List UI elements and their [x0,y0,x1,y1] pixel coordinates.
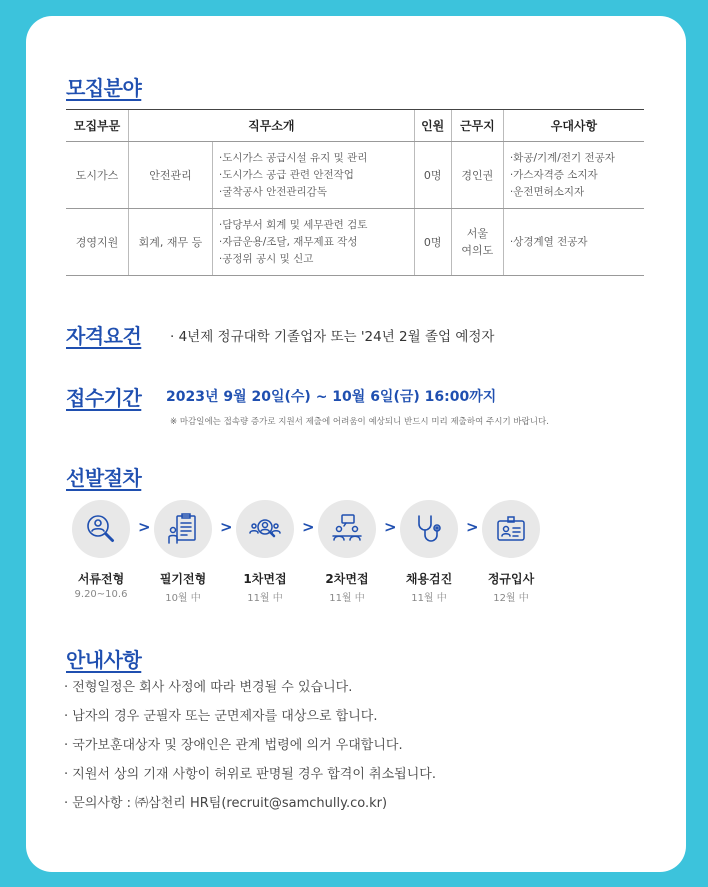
step-name: 채용검진 [405,572,453,586]
step-name: 서류전형 [77,572,125,586]
qualification-text: · 4년제 정규대학 기졸업자 또는 '24년 2월 졸업 예정자 [170,329,495,345]
duty-item: ·자금운용/조달, 재무제표 작성 [218,235,358,248]
stethoscope-icon [412,512,446,546]
step-interview-1 [230,500,300,604]
step-date: 12월 中 [493,593,529,604]
step-icon-circle [72,500,130,558]
duty-item: ·공정위 공시 및 신고 [218,252,314,265]
table-row [66,142,644,209]
recruit-card [26,16,686,872]
section-title-recruit: 모집분야 [66,76,142,100]
step-name: 필기전형 [159,572,207,586]
table-row [66,209,644,276]
step-name: 2차면접 [325,572,369,586]
header-dept: 모집부문 [66,110,129,142]
header-count: 인원 [414,110,451,142]
preferred-item: ·화공/기계/전기 전공자 [509,151,615,164]
step-date: 9.20~10.6 [74,589,128,600]
duty-item: ·담당부서 회계 및 세무관련 검토 [218,218,368,231]
step-document [66,500,136,600]
preferred-item: ·운전면허소지자 [509,185,585,198]
process-steps [66,500,566,610]
preferred-item: ·가스자격증 소지자 [509,168,598,181]
cell-duties [212,142,414,209]
list-item: · 국가보훈대상자 및 장애인은 관계 법령에 의거 우대합니다. [64,738,403,753]
cell-dept: 도시가스 [66,142,129,209]
step-icon-circle [482,500,540,558]
step-join [476,500,546,604]
section-title-guide: 안내사항 [66,648,142,672]
list-item: · 전형일정은 회사 사정에 따라 변경될 수 있습니다. [64,680,353,695]
step-arrow: > [138,518,151,536]
step-date: 11월 中 [329,593,365,604]
list-item: · 남자의 경우 군필자 또는 군면제자를 대상으로 합니다. [64,709,378,724]
list-item: · 지원서 상의 기재 사항이 허위로 판명될 경우 합격이 취소됩니다. [64,767,436,782]
cell-preferred [503,142,644,209]
cell-location: 서울 여의도 [451,209,503,276]
cell-location: 경인권 [451,142,503,209]
cell-preferred [503,209,644,276]
header-duties: 직무소개 [129,110,414,142]
step-arrow: > [466,518,479,536]
cell-count: 0명 [414,209,451,276]
duty-item: ·굴착공사 안전관리감독 [218,185,327,198]
cell-duties [212,209,414,276]
section-title-period: 접수기간 [66,386,142,410]
step-name: 정규입사 [487,572,535,586]
section-title-process: 선발절차 [66,466,142,490]
period-text: 2023년 9월 20일(수) ~ 10월 6일(금) 16:00까지 [166,389,497,405]
header-location: 근무지 [451,110,503,142]
step-icon-circle [318,500,376,558]
step-date: 11월 中 [411,593,447,604]
step-name: 1차면접 [243,572,287,586]
interview-presentation-icon [330,512,364,546]
step-written [148,500,218,604]
guide-notes [64,678,436,823]
step-arrow: > [220,518,233,536]
step-arrow: > [302,518,315,536]
header-preferred: 우대사항 [503,110,644,142]
step-icon-circle [400,500,458,558]
cell-count: 0명 [414,142,451,209]
duty-item: ·도시가스 공급 관련 안전작업 [218,168,354,181]
table-header-row [66,110,644,142]
clipboard-test-icon [166,512,200,546]
section-title-qualification: 자격요건 [66,324,142,348]
id-badge-icon [494,512,528,546]
duty-item: ·도시가스 공급시설 유지 및 관리 [218,151,368,164]
cell-field: 안전관리 [129,142,213,209]
cell-field: 회계, 재무 등 [129,209,213,276]
list-item: · 문의사항 : ㈜삼천리 HR팀(recruit@samchully.co.kr) [64,796,388,811]
interview-group-icon [248,512,282,546]
step-medical [394,500,464,604]
step-arrow: > [384,518,397,536]
step-date: 10월 中 [165,593,201,604]
step-interview-2 [312,500,382,604]
cell-dept: 경영지원 [66,209,129,276]
document-search-icon [84,512,118,546]
recruit-table [66,109,644,276]
step-icon-circle [154,500,212,558]
preferred-item: ·상경계열 전공자 [509,235,588,248]
period-note: ※ 마감일에는 접속량 증가로 지원서 제출에 어려움이 예상되니 반드시 미리 제출하여 주시기 바랍니다. [170,417,549,427]
step-date: 11월 中 [247,593,283,604]
step-icon-circle [236,500,294,558]
